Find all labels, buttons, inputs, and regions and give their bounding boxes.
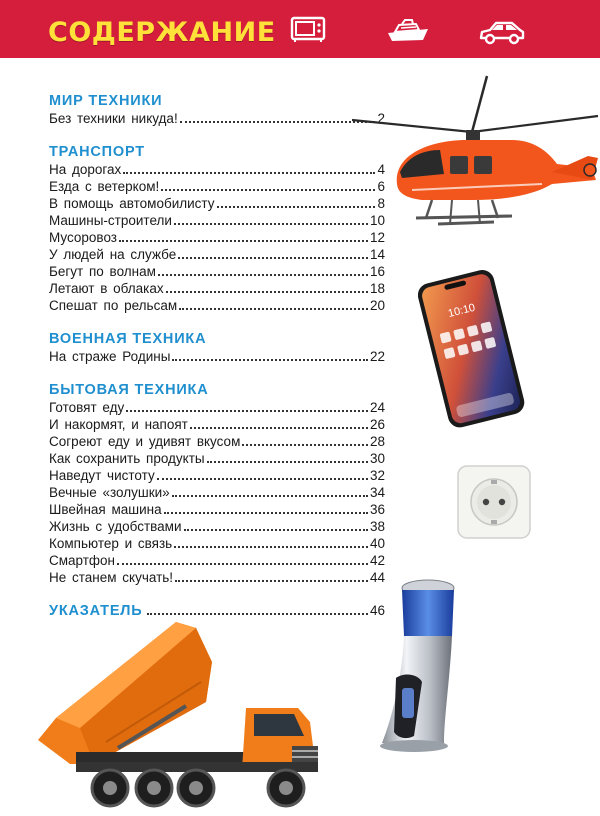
leader-dots <box>158 274 368 276</box>
entry-page: 30 <box>369 451 385 466</box>
page-title: СОДЕРЖАНИЕ <box>48 17 276 48</box>
smartphone-illustration <box>418 268 530 428</box>
toc-entry[interactable] <box>49 467 385 484</box>
leader-dots <box>175 580 368 582</box>
entry-page: 38 <box>369 519 385 534</box>
toc-entry[interactable] <box>49 450 385 467</box>
entry-page: 42 <box>369 553 385 568</box>
entry-label: В помощь автомобилисту <box>49 196 215 211</box>
entry-page: 18 <box>369 281 385 296</box>
toc-entry[interactable] <box>49 263 385 280</box>
toc-entry[interactable] <box>49 178 385 195</box>
entry-page: 46 <box>369 603 385 618</box>
entry-label: Езда с ветерком! <box>49 179 160 194</box>
car-icon <box>478 20 526 46</box>
section-title: ТРАНСПОРТ <box>49 144 145 160</box>
phone-time: 10:10 <box>446 301 477 321</box>
entry-page: 14 <box>369 247 385 262</box>
entry-label: Спешат по рельсам <box>49 298 178 313</box>
entry-label: Летают в облаках <box>49 281 164 296</box>
toc-entry[interactable] <box>49 348 385 365</box>
leader-dots <box>190 427 368 429</box>
toc-entry[interactable] <box>49 195 385 212</box>
toc-entry[interactable] <box>49 110 385 127</box>
toc-entry[interactable] <box>49 501 385 518</box>
leader-dots <box>157 478 368 480</box>
leader-dots <box>117 563 368 565</box>
toc-entry[interactable] <box>49 280 385 297</box>
entry-page: 44 <box>369 570 385 585</box>
entry-label: У людей на службе <box>49 247 177 262</box>
entry-label: Вечные «золушки» <box>49 485 170 500</box>
leader-dots <box>174 223 368 225</box>
section-title: МИР ТЕХНИКИ <box>49 93 163 109</box>
leader-dots <box>178 257 368 259</box>
entry-label: Смартфон <box>49 553 116 568</box>
entry-page: 2 <box>377 111 385 126</box>
entry-page: 12 <box>369 230 385 245</box>
dump-truck-illustration <box>36 622 336 812</box>
entry-page: 4 <box>377 162 385 177</box>
entry-label: Жизнь с удобствами <box>49 519 182 534</box>
leader-dots <box>184 529 368 531</box>
toc-entry[interactable] <box>49 161 385 178</box>
toc-entry[interactable] <box>49 399 385 416</box>
toc-entry[interactable] <box>49 518 385 535</box>
entry-label: Как сохранить продукты <box>49 451 205 466</box>
entry-label: Бегут по волнам <box>49 264 156 279</box>
entry-label: На дорогах <box>49 162 122 177</box>
leader-dots <box>180 121 376 123</box>
leader-dots <box>207 461 368 463</box>
toc-entry[interactable] <box>49 297 385 314</box>
index-title: УКАЗАТЕЛЬ <box>49 603 143 619</box>
entry-page: 24 <box>369 400 385 415</box>
entry-label: Наведут чистоту <box>49 468 155 483</box>
page-header <box>0 0 600 58</box>
leader-dots <box>166 291 368 293</box>
entry-page: 36 <box>369 502 385 517</box>
helicopter-illustration <box>352 72 600 234</box>
entry-label: Готовят еду <box>49 400 125 415</box>
entry-page: 8 <box>377 196 385 211</box>
entry-label: Компьютер и связь <box>49 536 173 551</box>
power-socket-illustration <box>454 462 534 542</box>
humidifier-illustration <box>374 578 466 756</box>
leader-dots <box>126 410 368 412</box>
entry-page: 16 <box>369 264 385 279</box>
entry-label: Машины-строители <box>49 213 172 228</box>
entry-label: Мусоровоз <box>49 230 117 245</box>
entry-label: Не станем скучать! <box>49 570 174 585</box>
entry-label: И накормят, и напоят <box>49 417 188 432</box>
entry-label: Швейная машина <box>49 502 162 517</box>
entry-page: 10 <box>369 213 385 228</box>
section-title: БЫТОВАЯ ТЕХНИКА <box>49 382 209 398</box>
toc-entry[interactable] <box>49 569 385 586</box>
entry-label: Без техники никуда! <box>49 111 178 126</box>
section-title: ВОЕННАЯ ТЕХНИКА <box>49 331 207 347</box>
entry-page: 28 <box>369 434 385 449</box>
toc-entry[interactable] <box>49 212 385 229</box>
entry-page: 32 <box>369 468 385 483</box>
leader-dots <box>147 613 368 615</box>
entry-page: 40 <box>369 536 385 551</box>
entry-label: На страже Родины <box>49 349 171 364</box>
leader-dots <box>172 495 368 497</box>
microwave-icon <box>290 16 326 42</box>
toc-entry[interactable] <box>49 484 385 501</box>
toc-entry[interactable] <box>49 535 385 552</box>
leader-dots <box>179 308 368 310</box>
leader-dots <box>119 240 368 242</box>
entry-label: Согреют еду и удивят вкусом <box>49 434 241 449</box>
toc-index-entry[interactable] <box>49 602 385 620</box>
toc-entry[interactable] <box>49 433 385 450</box>
toc-entry[interactable] <box>49 246 385 263</box>
toc-entry[interactable] <box>49 552 385 569</box>
entry-page: 34 <box>369 485 385 500</box>
leader-dots <box>242 444 368 446</box>
entry-page: 22 <box>369 349 385 364</box>
ship-icon <box>386 18 430 44</box>
entry-page: 20 <box>369 298 385 313</box>
leader-dots <box>172 359 368 361</box>
leader-dots <box>123 172 375 174</box>
entry-page: 6 <box>377 179 385 194</box>
table-of-contents <box>49 92 385 620</box>
toc-entry[interactable] <box>49 416 385 433</box>
leader-dots <box>164 512 368 514</box>
toc-entry[interactable] <box>49 229 385 246</box>
entry-page: 26 <box>369 417 385 432</box>
leader-dots <box>174 546 368 548</box>
leader-dots <box>161 189 375 191</box>
